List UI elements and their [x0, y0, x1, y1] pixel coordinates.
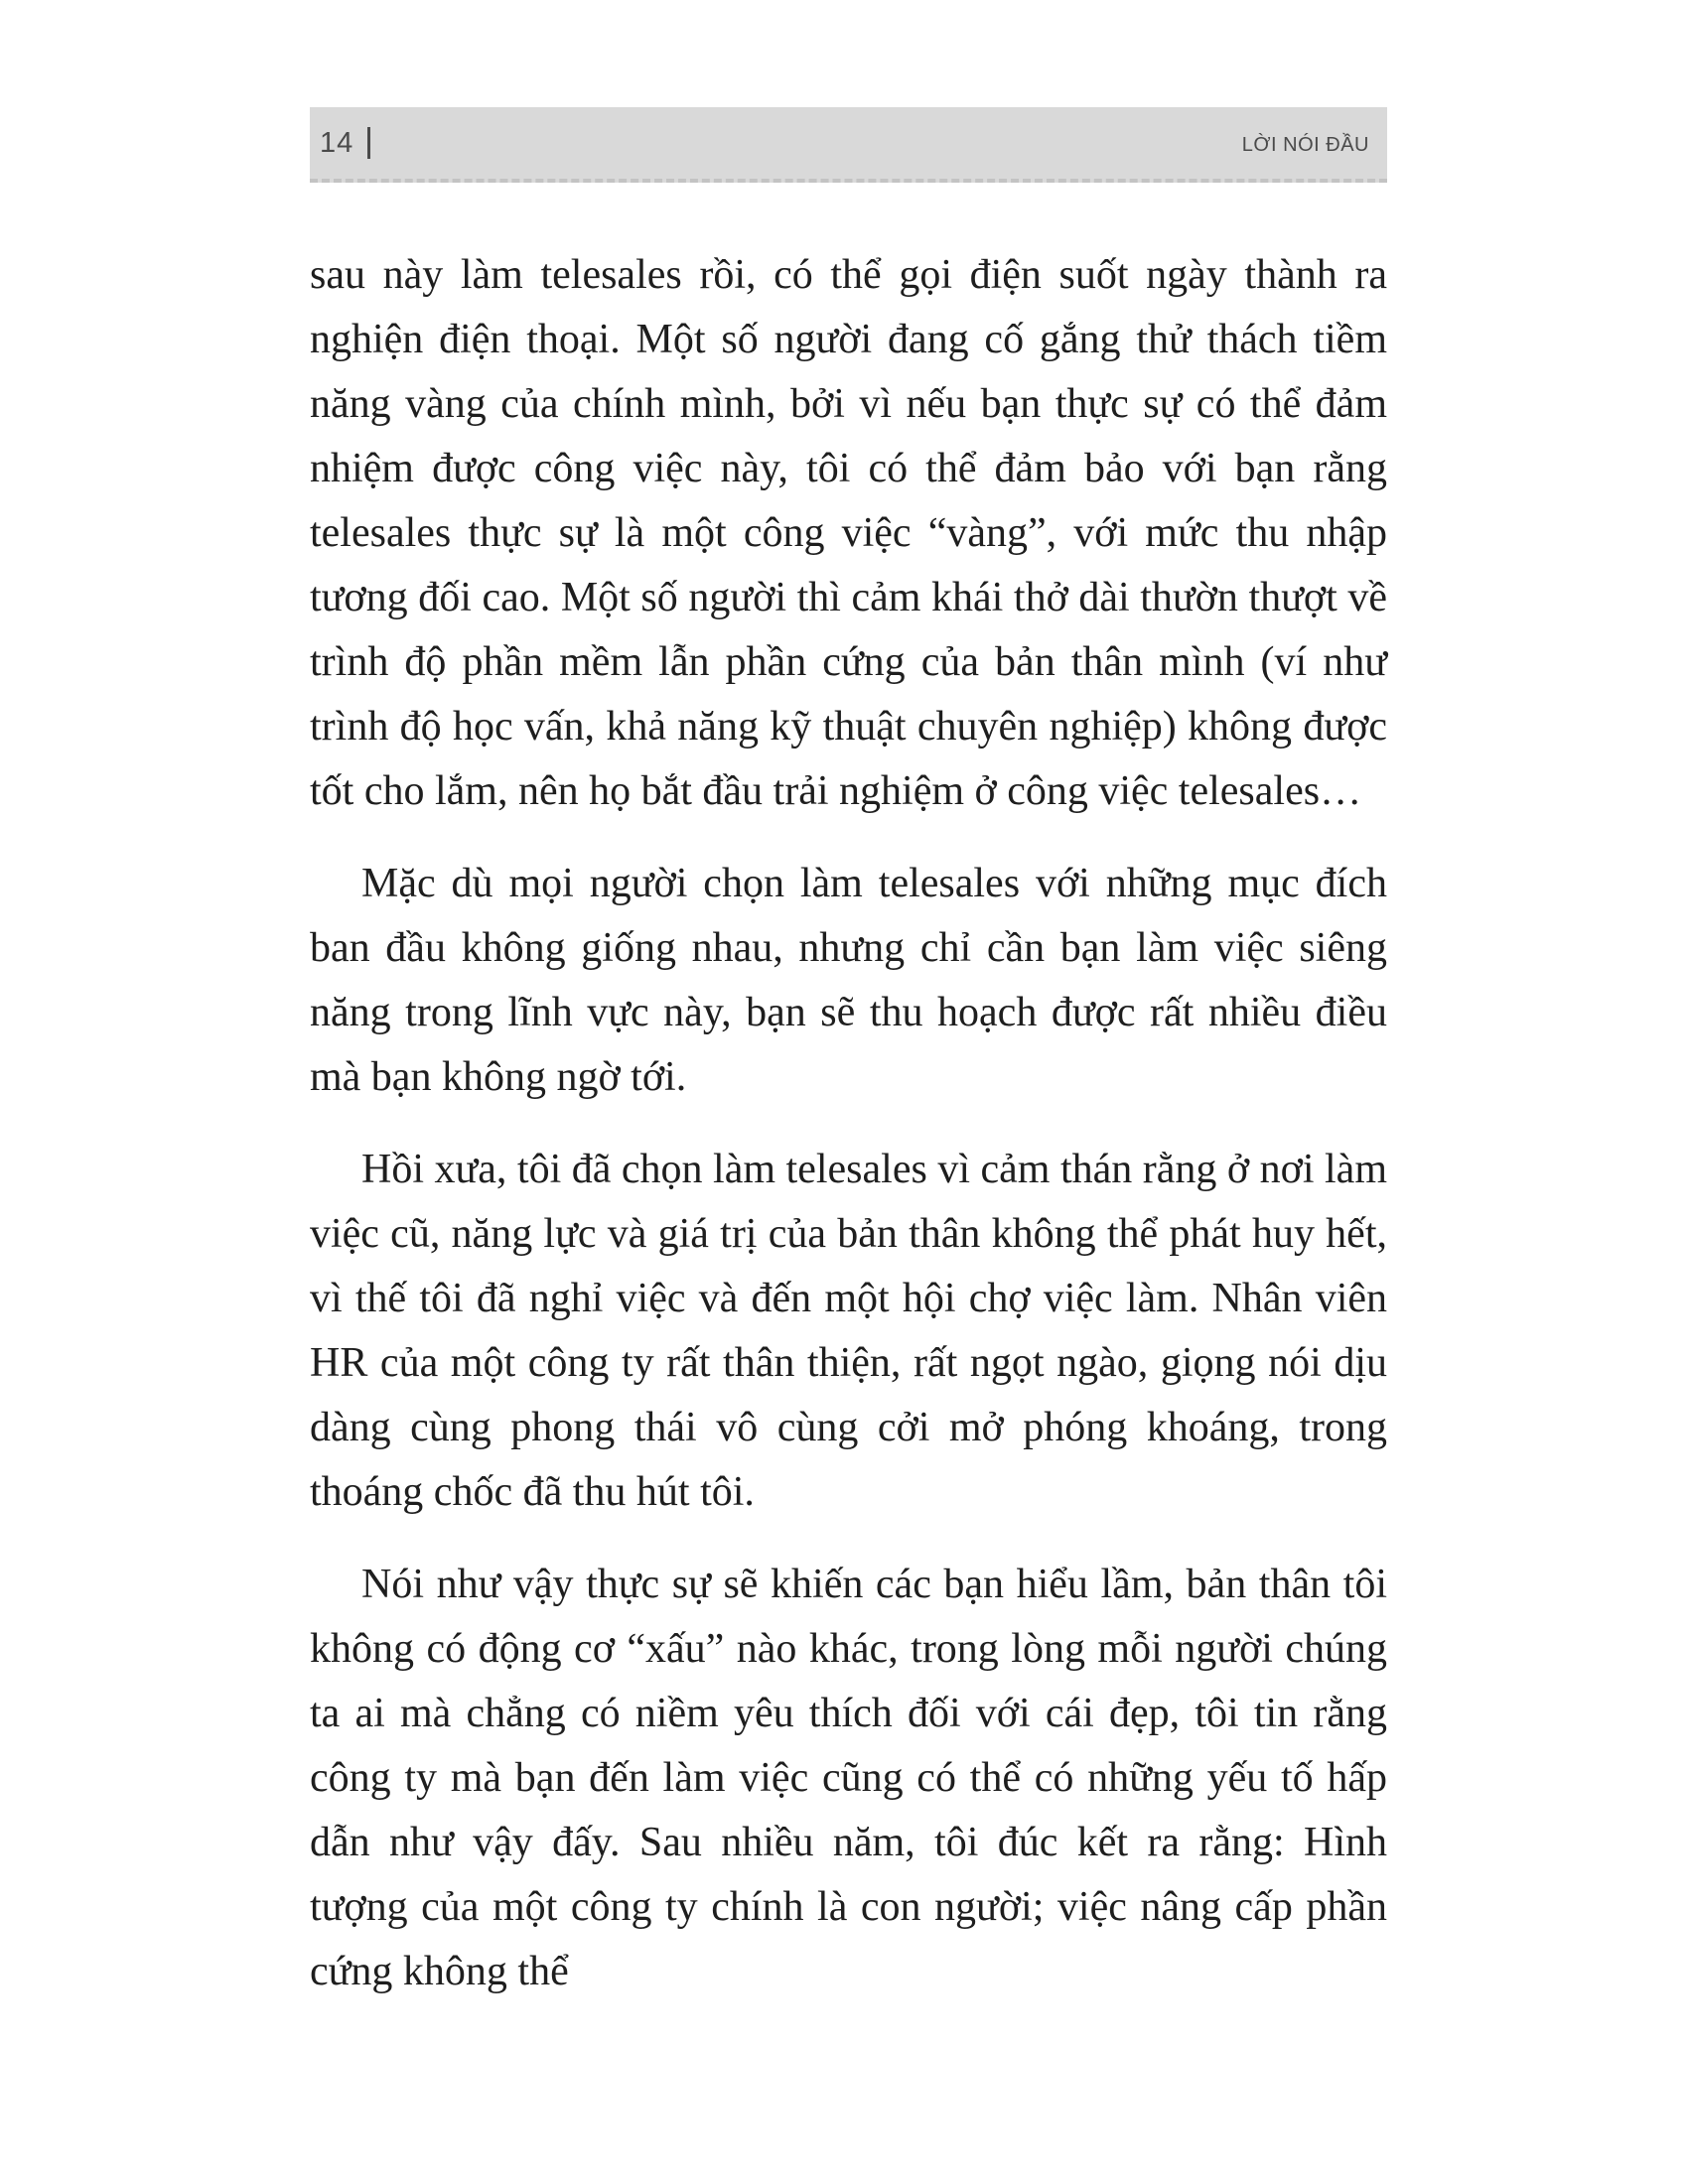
header-divider — [367, 127, 370, 159]
body-text — [310, 243, 1387, 2032]
paragraph-4: Nói như vậy thực sự sẽ khiến các bạn hiểu lầm, bản thân tôi không có động cơ “xấu” nào khác, trong lòng mỗi người chúng ta ai mà chẳng có niềm yêu thích đối với cái đẹp, tôi tin rằng công ty mà bạn đến làm việc cũng có thể có những yếu tố hấp dẫn như vậy đấy. Sau nhiều năm, tôi đúc kết ra rằng: Hình tượng của một công ty chính là con người; việc nâng cấp phần cứng không thể — [310, 1562, 1387, 1994]
paragraph-1: sau này làm telesales rồi, có thể gọi điện suốt ngày thành ra nghiện điện thoại. Một số người đang cố gắng thử thách tiềm năng vàng của chính mình, bởi vì nếu bạn thực sự có thể đảm nhiệm được công việc này, tôi có thể đảm bảo với bạn rằng telesales thực sự là một công việc “vàng”, với mức thu nhập tương đối cao. Một số người thì cảm khái thở dài thườn thượt về trình độ phần mềm lẫn phần cứng của bản thân mình (ví như trình độ học vấn, khả năng kỹ thuật chuyên nghiệp) không được tốt cho lắm, nên họ bắt đầu trải nghiệm ở công việc telesales… — [310, 252, 1387, 814]
running-header — [310, 107, 1387, 183]
paragraph-2: Mặc dù mọi người chọn làm telesales với những mục đích ban đầu không giống nhau, nhưng chỉ cần bạn làm việc siêng năng trong lĩnh vực này, bạn sẽ thu hoạch được rất nhiều điều mà bạn không ngờ tới. — [310, 861, 1387, 1100]
chapter-title: LỜI NÓI ĐẦU — [1241, 134, 1369, 156]
paragraph-3: Hồi xưa, tôi đã chọn làm telesales vì cảm thán rằng ở nơi làm việc cũ, năng lực và giá trị của bản thân không thể phát huy hết, vì thế tôi đã nghỉ việc và đến một hội chợ việc làm. Nhân viên HR của một công ty rất thân thiện, rất ngọt ngào, giọng nói dịu dàng cùng phong thái vô cùng cởi mở phóng khoáng, trong thoáng chốc đã thu hút tôi. — [310, 1147, 1387, 1515]
page-number: 14 — [320, 127, 354, 159]
